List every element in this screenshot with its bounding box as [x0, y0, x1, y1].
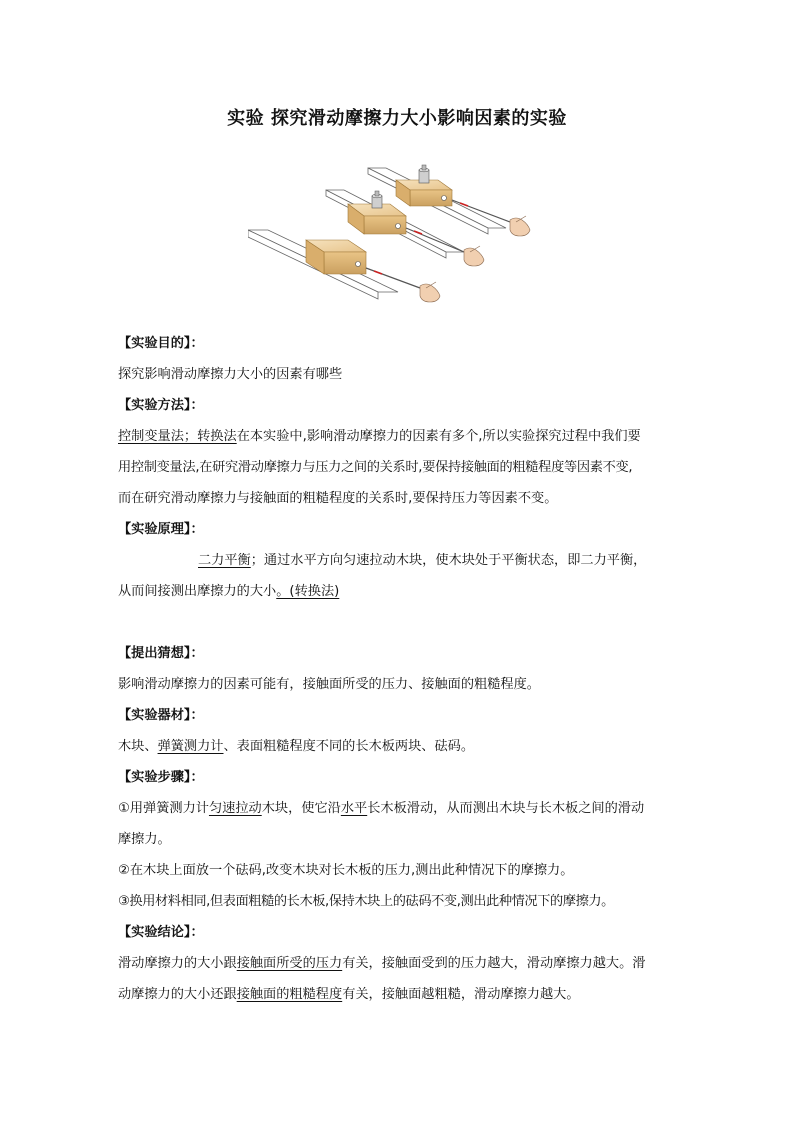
step-1-c: 长木板滑动，从而测出木块与长木板之间的滑动 [367, 801, 645, 816]
page-title: 实验 探究滑动摩擦力大小影响因素的实验 [227, 108, 567, 129]
method-text [118, 421, 678, 452]
principle-line-1 [118, 545, 678, 576]
conclusion-underlined-2: 接触面的粗糙程度 [236, 987, 343, 1002]
hand-back-icon [510, 216, 530, 236]
conclusion-heading: 【实验结论】： [118, 925, 204, 940]
hand-front-icon [420, 282, 440, 302]
spacer [118, 607, 678, 638]
hypothesis-heading: 【提出猜想】： [118, 646, 204, 661]
principle-heading: 【实验原理】： [118, 522, 204, 537]
equipment-text-2: 、表面粗糙程度不同的长木板两块、砝码。 [223, 739, 475, 754]
hypothesis-text: 影响滑动摩擦力的因素可能有，接触面所受的压力、接触面的粗糙程度。 [118, 677, 540, 692]
step-1-underlined-1: 匀速拉动 [208, 801, 262, 816]
method-heading: 【实验方法】： [118, 398, 204, 413]
experiment-illustration [248, 160, 548, 310]
equipment-text [118, 731, 678, 762]
step-1-a: ①用弹簧测力计 [118, 801, 209, 816]
step-2: ②在木块上面放一个砝码,改变木块对长木板的压力,测出此种情况下的摩擦力。 [118, 863, 574, 878]
experiment-content [118, 328, 678, 1010]
conclusion-text-2: 有关，接触面受到的压力越大，滑动摩擦力越大。滑 [342, 956, 646, 971]
step-3: ③换用材料相同,但表面粗糙的长木板,保持木块上的砝码不变,测出此种情况下的摩擦力。 [118, 894, 614, 909]
equipment-text-1: 木块、 [118, 739, 158, 754]
step-1-continued: 摩擦力。 [118, 832, 171, 847]
conclusion-underlined-1: 接触面所受的压力 [236, 956, 343, 971]
step-1 [118, 793, 678, 824]
principle-line-2 [118, 576, 678, 607]
conclusion-line-1 [118, 948, 678, 979]
equipment-heading: 【实验器材】： [118, 708, 204, 723]
principle-underlined: 二力平衡 [198, 553, 251, 568]
equipment-underlined: 弹簧测力计 [157, 739, 224, 754]
principle-text-1: ；通过水平方向匀速拉动木块，使木块处于平衡状态，即二力平衡， [250, 553, 647, 568]
steps-heading: 【实验步骤】： [118, 770, 204, 785]
step-1-b: 木块，使它沿 [261, 801, 341, 816]
conclusion-text-3: 动摩擦力的大小还跟 [118, 987, 237, 1002]
step-1-underlined-2: 水平 [340, 801, 368, 816]
method-line-2: 用控制变量法,在研究滑动摩擦力与压力之间的关系时,要保持接触面的粗糙程度等因素不变, [118, 460, 633, 475]
wooden-block-with-weight-back [396, 165, 452, 206]
principle-underlined-2: 。(转换法) [276, 584, 340, 599]
conclusion-text-1: 滑动摩擦力的大小跟 [118, 956, 237, 971]
purpose-heading: 【实验目的】： [118, 336, 204, 351]
conclusion-line-2 [118, 979, 678, 1010]
principle-text-2: 从而间接测出摩擦力的大小 [118, 584, 277, 599]
method-line-1: 在本实验中,影响滑动摩擦力的因素有多个,所以实验探究过程中我们要 [236, 429, 641, 444]
method-underlined: 控制变量法；转换法 [118, 429, 237, 444]
purpose-text: 探究影响滑动摩擦力大小的因素有哪些 [118, 367, 343, 382]
method-line-3: 而在研究滑动摩擦力与接触面的粗糙程度的关系时,要保持压力等因素不变。 [118, 491, 558, 506]
hand-middle-icon [464, 246, 484, 266]
conclusion-text-4: 有关，接触面越粗糙，滑动摩擦力越大。 [342, 987, 580, 1002]
